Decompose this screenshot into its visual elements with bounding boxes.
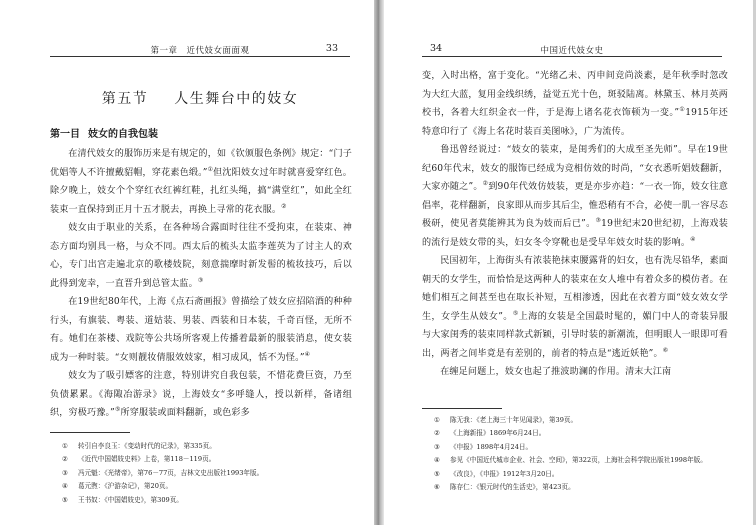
paragraph: 鲁迅曾经说过：“妓女的装束，是闺秀们的大成至圣先师”。早在19世纪60年代末，妓女的服饰已经成为竞相仿效的时尚，“女衣悉听娼妓翻新，大家亦随之”。②到90年代效仿妓装，更是亦步亦趋：“一衣一饰，妓女往意倡率，花样翻新，良家即从而步其后尘，惟恐稍有不合，必使一肌一容尽态极研，使见者莫能辨其为良为妓而后已”。③19世纪末20世纪初，上海戏装的流行是妓女带的头，妇女冬令穿靴也是受早年妓女时装的影响。④ — [422, 145, 729, 248]
footnote: ③ 冯元魁：《光绪帝》，第76－77页，吉林文史出版社1993年版。 — [62, 468, 264, 477]
paragraph: 在19世纪80年代，上海《点石斋画报》曾描绘了妓女应招陪酒的种种行头，有旗装、粤装、道姑装、男装、西装和日本装，千奇百怪，无所不有。她们在茶楼、戏院等公共场所客观上传播着最新的服装消息，使女装成为一种时装。“女则靓妆倩服效妓家，相习成风，恬不为怪。”④ — [50, 297, 352, 363]
footnote-ref: ③ — [595, 216, 602, 224]
left-footnotes — [62, 440, 352, 507]
footnote-rule — [422, 408, 502, 409]
right-running-header — [422, 44, 722, 57]
book-gutter — [374, 0, 384, 525]
paragraph: 妓女由于职业的关系，在各种场合露面时往往不受拘束，在装束、神态方面均别具一格，与众不同。西太后的梳头太监李莲英为了讨主人的欢心，专门出宫走遍北京的歌楼妓院，刻意揣摩时新发髻的梳妆技巧，后以此得到宠幸，一直晋升到总管太监。③ — [50, 223, 352, 289]
left-page-number: 33 — [325, 43, 338, 54]
subhead — [50, 125, 158, 140]
footnote-ref: ② — [281, 202, 287, 210]
footnote: ② 《上海新报》1869年6月24日。 — [434, 429, 546, 438]
paragraph: 妓女为了吸引嫖客的注意，特别讲究自我包装，不惜花费巨资，乃至负债累累。《海陬冶游录》说，上海妓女“多呼缝人，授以新样，备诸组织，穷极巧豫。”⑤所穿服装或面料翻新，或色彩多 — [50, 371, 352, 418]
footnote: ⑥ 陈存仁：《银元时代的生活史》，第423页。 — [434, 483, 575, 492]
left-running-header — [50, 44, 350, 57]
footnote-ref: ④ — [304, 350, 311, 358]
left-body-text — [50, 145, 352, 423]
footnote: ③ 《申报》1898年4月24日。 — [434, 442, 533, 451]
right-footnotes — [434, 414, 730, 494]
left-page — [0, 0, 374, 525]
footnote-ref: ④ — [690, 235, 696, 243]
paragraph: 民国初年，上海街头有浓装艳抹束腰露背的妇女，也有洗尽铅华，素面朝天的女学生，而恰恰是这两种人的装束在女人堆中有着众多的模仿者。在她们相互之间甚至也在取长补短，互相渗透，因此在衣着方面“妓女效女学生，女学生从妓女”。⑤上海的女装是全国最时髦的，媚门中人的奇装异服与大家闺秀的装束同样款式新颖，引导时装的新潮流，但明眼人一眼即可看出，两者之间毕竟是有差别的，前者的特点是“逃近妖艳”。⑥ — [422, 256, 729, 359]
footnote: ② 《近代中国娼妓史料》上卷，第118－119页。 — [62, 455, 216, 464]
subhead-number: 第一目 — [50, 129, 80, 140]
footnote: ⑤ 《改良》，《申报》1912年3月20日。 — [434, 469, 559, 478]
footnote-ref: ⑤ — [114, 405, 121, 413]
right-running-title: 中国近代妓女史 — [540, 46, 604, 56]
footnote-ref: ① — [679, 105, 686, 113]
footnote-rule — [50, 432, 130, 433]
footnote: ④ 参见《中国近代城市企业、社会、空间》，第322页，上海社会科学院出版社1998年版。 — [434, 456, 707, 465]
subhead-title: 妓女的自我包装 — [88, 129, 158, 140]
footnote-ref: ② — [482, 179, 489, 187]
footnote: ① 转引自李良玉：《变动时代的记录》，第335页。 — [62, 442, 216, 450]
footnote: ④ 葛元煦：《沪游杂记》，第20页。 — [62, 482, 173, 491]
right-body-text — [422, 67, 728, 382]
paragraph: 变，入时出格，富于变化。“光绪乙未、丙申间竞尚淡素，是年秋季时忽改为大红大蓝，复用金线织绣，益觉五光十色，斑驳陆离。林黛玉、林月英两校书，各着大红织金衣一件，于是海上诸名花衣饰顿为一变。”①1915年还特意印行了《海上名花时装百美图咏》，广为流传。 — [422, 71, 728, 137]
paragraph: 在清代妓女的服饰历来是有规定的，如《钦颁服色条例》规定：“门子优娼等人不许擅戴貂帽，穿花素色缎。”①但沈阳妓女过年时就喜爱穿红色。除夕晚上，妓女个个穿红衣红裤红鞋，扎红头绳，搞“满堂红”，如此全红装束一直保持到正月十五才脱去，再换上寻常的花衣服。② — [50, 149, 352, 215]
right-page — [384, 0, 756, 525]
footnote-ref: ① — [207, 165, 214, 173]
footnote: ① 陈无我：《老上海三十年见闻录》，第39页。 — [434, 416, 578, 424]
footnote-ref: ⑤ — [512, 309, 519, 317]
footnote: ⑤ 王书奴：《中国娼妓史》，第309页。 — [62, 495, 183, 504]
left-running-title: 第一章 近代妓女面面观 — [150, 46, 250, 56]
footnote-ref: ⑥ — [662, 346, 669, 354]
paragraph: 在缠足问题上，妓女也起了推波助澜的作用。清末大江南 — [440, 367, 672, 377]
footnote-ref: ③ — [197, 276, 204, 284]
section-title — [50, 88, 350, 108]
section-title-text: 人生舞台中的妓女 — [174, 91, 299, 107]
section-number: 第五节 — [101, 91, 149, 107]
right-page-number: 34 — [430, 43, 443, 54]
